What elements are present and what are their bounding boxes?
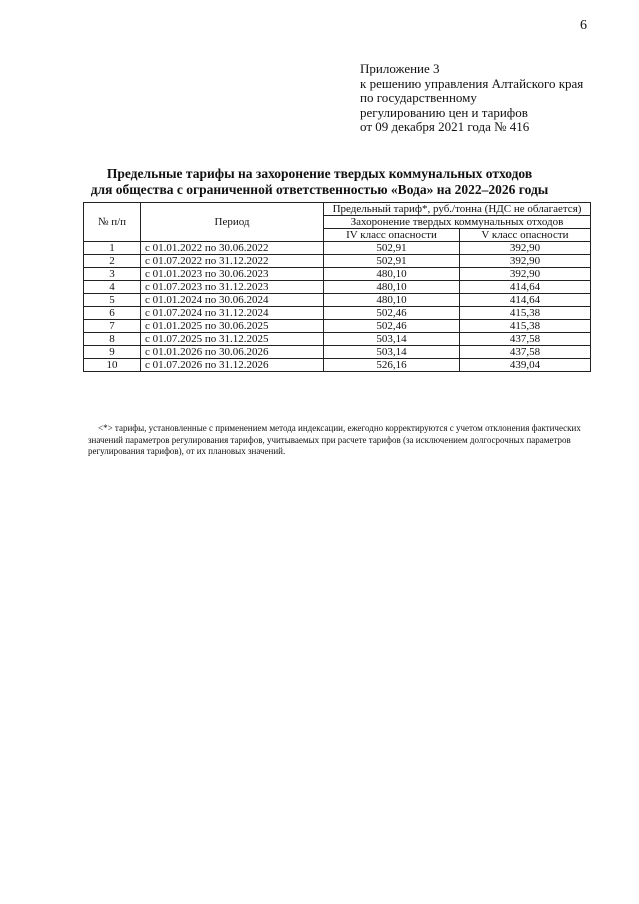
row-period: с 01.07.2022 по 31.12.2022 [141, 255, 324, 268]
tariff-table [83, 202, 591, 372]
row-period: с 01.07.2024 по 31.12.2024 [141, 307, 324, 320]
row-number: 5 [84, 294, 141, 307]
header-period: Период [141, 203, 324, 242]
document-title [0, 166, 639, 198]
row-class-4-tariff: 502,46 [324, 320, 460, 333]
table-row [84, 268, 591, 281]
row-class-4-tariff: 503,14 [324, 333, 460, 346]
row-period: с 01.01.2023 по 30.06.2023 [141, 268, 324, 281]
row-class-5-tariff: 414,64 [459, 294, 590, 307]
row-number: 1 [84, 242, 141, 255]
row-class-5-tariff: 415,38 [459, 307, 590, 320]
row-class-5-tariff: 439,04 [459, 359, 590, 372]
appendix-line: от 09 декабря 2021 года № 416 [360, 119, 530, 134]
row-class-4-tariff: 526,16 [324, 359, 460, 372]
row-class-5-tariff: 437,58 [459, 346, 590, 359]
appendix-line: к решению управления Алтайского края [360, 75, 584, 91]
row-class-5-tariff: 414,64 [459, 281, 590, 294]
row-class-4-tariff: 503,14 [324, 346, 460, 359]
row-period: с 01.07.2025 по 31.12.2025 [141, 333, 324, 346]
row-period: с 01.07.2023 по 31.12.2023 [141, 281, 324, 294]
row-class-4-tariff: 480,10 [324, 294, 460, 307]
row-number: 2 [84, 255, 141, 268]
row-class-4-tariff: 502,91 [324, 255, 460, 268]
row-class-4-tariff: 480,10 [324, 268, 460, 281]
row-period: с 01.01.2026 по 30.06.2026 [141, 346, 324, 359]
header-number: № п/п [84, 203, 141, 242]
row-number: 9 [84, 346, 141, 359]
row-number: 10 [84, 359, 141, 372]
row-number: 3 [84, 268, 141, 281]
row-class-5-tariff: 415,38 [459, 320, 590, 333]
header-row [84, 203, 591, 216]
appendix-line: Приложение 3 [360, 61, 440, 76]
table-row [84, 255, 591, 268]
header-class-5: V класс опасности [459, 229, 590, 242]
row-number: 6 [84, 307, 141, 320]
row-class-5-tariff: 437,58 [459, 333, 590, 346]
table-row [84, 281, 591, 294]
table-row [84, 307, 591, 320]
appendix-line: регулированию цен и тарифов [360, 104, 528, 120]
row-class-4-tariff: 502,91 [324, 242, 460, 255]
table-row [84, 294, 591, 307]
appendix-reference [360, 62, 583, 135]
row-class-4-tariff: 502,46 [324, 307, 460, 320]
row-number: 8 [84, 333, 141, 346]
row-period: с 01.01.2024 по 30.06.2024 [141, 294, 324, 307]
row-class-5-tariff: 392,90 [459, 255, 590, 268]
table-row [84, 333, 591, 346]
row-number: 4 [84, 281, 141, 294]
header-service: Захоронение твердых коммунальных отходов [324, 216, 591, 229]
header-tariff-group: Предельный тариф*, руб./тонна (НДС не облагается) [324, 203, 591, 216]
table-row [84, 346, 591, 359]
table-row [84, 320, 591, 333]
row-period: с 01.01.2025 по 30.06.2025 [141, 320, 324, 333]
title-line-1: Предельные тарифы на захоронение твердых коммунальных отходов [106, 166, 533, 181]
row-class-4-tariff: 480,10 [324, 281, 460, 294]
row-number: 7 [84, 320, 141, 333]
page-number: 6 [580, 18, 587, 33]
title-line-2: для общества с ограниченной ответственностью «Вода» на 2022–2026 годы [90, 182, 549, 197]
footnote: <*> тарифы, установленные с применением метода индексации, ежегодно корректируются с учетом отклонения фактических значений параметров регулирования тарифов, учитываемых при расчете тарифов (за исключением долгосрочных параметров регулирования тарифов), от их плановых значений. [88, 423, 581, 456]
row-period: с 01.01.2022 по 30.06.2022 [141, 242, 324, 255]
table-row [84, 242, 591, 255]
row-class-5-tariff: 392,90 [459, 268, 590, 281]
row-class-5-tariff: 392,90 [459, 242, 590, 255]
header-class-4: IV класс опасности [324, 229, 460, 242]
appendix-line: по государственному [360, 90, 477, 105]
table-row [84, 359, 591, 372]
row-period: с 01.07.2026 по 31.12.2026 [141, 359, 324, 372]
